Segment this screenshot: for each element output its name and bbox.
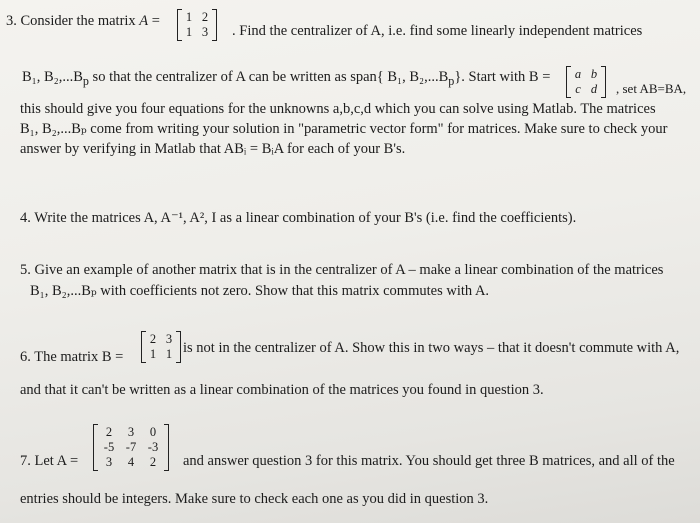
q5-line2: B₁, B₂,...Bₚ with coefficients not zero. Show that this matrix commutes with A.	[30, 283, 490, 299]
q5-line1: 5. Give an example of another matrix that is in the centralizer of A – make a linear combination of the matrices	[20, 262, 664, 278]
q3-matrix-A: 1 2 1 3	[177, 9, 217, 41]
q3-line1-text: . Find the centralizer of A, i.e. find some linearly independent matrices	[232, 23, 643, 39]
q6-line1-prefix: 6. The matrix B =	[20, 349, 124, 365]
q4-line1: 4. Write the matrices A, A⁻¹, A², I as a linear combination of your B's (i.e. find the coefficients).	[20, 210, 577, 226]
q6-line1-text: is not in the centralizer of A. Show this in two ways – that it doesn't commute with A,	[183, 340, 680, 356]
q7-line1-prefix: 7. Let A =	[20, 453, 79, 469]
q3-line3: this should give you four equations for the unknowns a,b,c,d which you can solve using Matlab. The matrices	[20, 101, 656, 117]
q6-line2: and that it can't be written as a linear combination of the matrices you found in question 3.	[20, 382, 544, 398]
q7-line1-text: and answer question 3 for this matrix. You should get three B matrices, and all of the	[183, 453, 675, 469]
q3-line5: answer by verifying in Matlab that ABᵢ = BᵢA for each of your B's.	[20, 141, 406, 157]
q3-line1-prefix: 3. Consider the matrix A =	[6, 13, 160, 29]
q3-matrix-B: a b c d	[566, 66, 606, 98]
q7-line2: entries should be integers. Make sure to check each one as you did in question 3.	[20, 491, 489, 507]
q3-line2-post: , set AB=BA,	[616, 81, 687, 96]
q7-matrix-A: 2 3 0 -5 -7 -3 3 4 2	[93, 424, 169, 471]
q6-matrix-B: 2 3 1 1	[141, 331, 181, 363]
q3-line2-text: B₁, $B_2,...B_p$ so that the centralizer of A can be written as span{ B₁, $B_2,...B_p$}. Start with B =	[22, 69, 551, 88]
q3-line4: B₁, B₂,...Bₚ come from writing your solution in "parametric vector form" for matrices. Make sure to check your	[20, 121, 668, 137]
